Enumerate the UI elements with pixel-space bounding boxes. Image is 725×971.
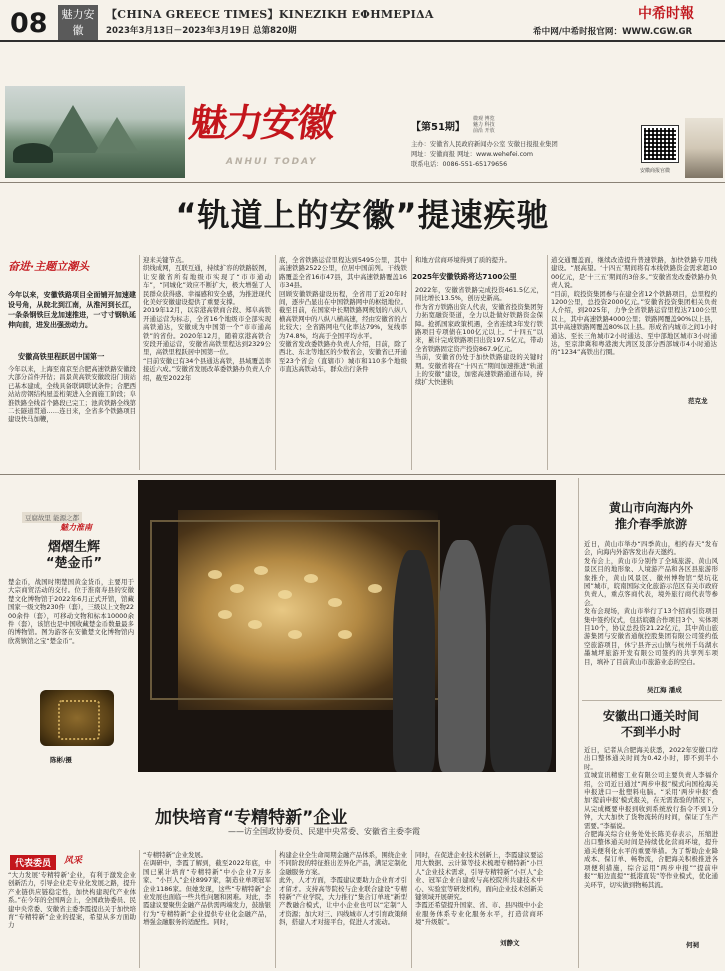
date-line: 2023年3月13日－2023年3月19日 总第820期 [106, 26, 297, 36]
page-number: 08 [10, 8, 48, 39]
col-rule [139, 850, 140, 968]
main-kicker: 奋进·主题立潮头 [8, 260, 90, 273]
side-byline: 陈彬/摄 [50, 756, 72, 764]
main-subhead-2: 2025年安徽铁路将达7100公里 [412, 272, 517, 281]
phone-line: 联系电话：0086-551-65179656 [411, 161, 508, 168]
main-col-1: 今年以来，上海至南京至合肥高速铁路安徽段大部分首件开钻；昌景黄高铁安徽段沿门街站已基本建成，全线具备联调联试条件；合肥西站站房钢结构屋盖桁架进入全面施工阶段；阜淮铁路全线首个路段已完工；池黄铁路全线第二长隧道贯通……连日来，全省多个铁路项目建设快马加鞭， [8, 365, 136, 424]
huangshan-landscape-photo [5, 86, 185, 178]
host-line: 主办：安徽省人民政府新闻办公室 安徽日报报业集团 [411, 141, 558, 148]
main-col-4: 和地方营商环境得到了质的提升。 [415, 256, 511, 264]
main-col-2: 迎来关键节点。 织线成网，互联互通，持续扩容的铁路版图，让安徽省所有地级市实现了“市市通动车”，“同城化”效应不断扩大，极大增强了人民群众获得感、幸福感和安全感，为推进现代化美好安徽建设提供了重要支撑。 2019年12月，以京港高铁商合段、郑阜高铁开通运营为标志，全省16个地级市全部实现高铁通达，安徽成为中国第一个“市市通高铁”的省份。2020年12月，随着京港高铁合安段开通运营，安徽省高铁里程达到2329公里，高铁里程跃居中国第一位。 “目前安徽已有34个县通达高铁，县域覆盖率接近六成。”安徽省发展改革委铁路办负责人介绍，截至2022年 [143, 256, 271, 382]
enterprise-subhead: ——访全国政协委员、民建中央常委、安徽省主委李霞 [228, 827, 420, 836]
header-rule [0, 40, 725, 42]
col-rule [275, 850, 276, 968]
main-headline: “轨道上的安徽”提速疾驰 [175, 196, 550, 234]
issue-tags: 微观 博览 魅力 科技 前沿 开放 [473, 116, 495, 134]
story-rule [582, 700, 722, 701]
tourism-headline: 黄山市向海内外 推介春季旅游 [608, 501, 693, 531]
rep-tag-2: 风采 [64, 856, 83, 866]
column-brand: 魅力安徽 [186, 100, 337, 145]
enterprise-byline: 刘静文 [500, 939, 520, 947]
col-rule [275, 255, 276, 470]
main-lead: 今年以来，安徽铁路项目全面铺开加速建设号角，从皖北到江南，从淮河到长江，一条条钢铁巨龙加速推进，一寸寸钢轨延伸向前，进发出强劲动力。 [8, 291, 136, 329]
col-rule [139, 255, 140, 470]
qr-code[interactable] [641, 125, 679, 163]
main-col-4b: 2022年，安徽省铁路完成投资461.5亿元，同比增长13.5%，创历史新高。 作为省方铁路出资人代表，安徽省投资集团努力拓宽融资渠道，全力以赴做好铁路资金保障。抢抓国家政策机遇，全省连续3年发行铁路项目专项债在100亿元以上。“十四五”以来，累计完成铁路项目出资197.5亿元，带动全省铁路固定资产投资867.9亿元。 当前，安徽省仍处于加快铁路建设的关键时期。安徽省将在“十四五”期间加速推进“轨道上的安徽”建设，加密高速铁路通道布局，持续扩大快速轨 [415, 286, 543, 387]
enterprise-lead: “大力发展‘专精特新’企业，有利于激发企业创新活力，引导企业走专业化发展之路，提升产业链供应链稳定性，加快构建现代产业体系。”在今年的全国两会上，全国政协委员、民建中央常委、安徽省主委李霞提出关于加快培育“专精特新”企业的提案，希望从多方面助力 [8, 871, 136, 930]
main-subhead-1: 安徽高铁里程跃居中国第一 [18, 352, 105, 361]
hui-house-photo [685, 118, 723, 178]
enterprise-col-2: “专精特新”企业发展。 在调研中，李霞了解到，截至2022年底，中国已累计培育“专精特新”中小企业7万多家、“小巨人”企业8997家，制造业单项冠军企业1186家。但她发现，这些“专精特新”企业发展也面临一些共性问题和困难。对此，李霞建议要聚焦金融产品供需两端发力，鼓励银行为“专精特新”企业提供专业化金融产品，增强金融服务的适配性。同时， [143, 851, 271, 927]
site-line: 希中网/中希时报官网：WWW.CGW.GR [533, 27, 693, 37]
side-body: 楚金币，战国时期楚国黄金货币，主要用于大宗商贸活动的交付。位于淮南寿县的安徽楚文化博物馆于2022年6月正式开馆，馆藏国家一级文物230件（套），三级以上文物2200余件（套），可移动文物和标本10000余件（套），该馆也是中国收藏楚金币数量最多的博物馆。图为游客在安徽楚文化博物馆内欣赏镇馆之宝“楚金币”。 [8, 578, 134, 645]
export-body: 近日，记者从合肥海关获悉，2022年安徽口岸出口整体通关时间为0.42小时，即不到半小时。 宣城宣讯精密工业有限公司主要负责人李福介绍，公司近日通过“两步申报”模式向国检海关申报进口一批塑料电脑。“采用‘两步申报’叠加‘提前申报’模式报关，在无需查验的情况下，从完成概要申报到收到系统放行指令不到1分钟，大大加快了货物流转的时间，保证了生产需要。”李福说。 合肥海关综合业务处处长陈美春表示，压缩进出口整体通关时间是持续优化营商环境，提升通关便利化水平的重要举措。为了帮助企业降成本、保订单、畅物流，合肥海关积极推进各项便利措施，综合运用“两步申报”“提前申报”“船边直提”“抵港直装”等作业模式，优化通关环节，切实做到物畅其流。 [584, 746, 718, 889]
section-name: 魅力安徽 [58, 5, 98, 40]
bronze-coin-photo [40, 690, 114, 746]
col-rule [411, 850, 412, 968]
main-col-3: 底，全省铁路运营里程达到5495公里，其中高速铁路2522公里，位居中国前列。干线铁路覆盖全省16市47县，其中高速铁路覆盖16市34县。 回顾安徽铁路建设历程，全省用了近20年时间，逐步凸显出在中国铁路网中的枢纽地位。截至目前，在国家中长期铁路网规划的八纵八横高铁网中的八纵八横高速，经由安徽省的占比较大；全省路网电气化率达79%，复线率为74.8%，均高于全国平均水平。 安徽省发改委铁路办负责人介绍，目前，除了西北、东北等地区的少数省会，安徽省已开通至23个省会（直辖市）城市和110多个地级市直达高铁动车，群众出行条件 [279, 256, 407, 374]
side-headline: 熠熠生辉 “楚金币” [45, 540, 103, 571]
enterprise-col-3: 构建企业全生命周期金融产品体系，围绕企业不同阶段的特征推出差异化产品，满足定制化金融服务方案。 此外，人才方面，李霞建议要助力企业育才引才留才。支持高等院校与企业联合建设“专精特新”产业学院，大力推行“集合订单班”新型产教融合模式，让中小企业也可以“定制”人才资源；加大对三、四线城市人才引育政策倾斜，搭建人才对接平台，促进人才流动。 [279, 851, 407, 927]
tourism-body: 近日，黄山市举办“四季黄山，相约春天”发布会，向海内外游客发出春天邀约。 发布会上，黄山市分别作了全域旅游、黄山风景区目的地形象、人境游产品和各区县旅游形象推介，黄山风景区、徽州博物馆“梨坑花园”城市，皖南国际文化旅游示范区有关市政府负责人，重点客商代表，境外旅行商代表等参会。 发布会现场，黄山市举行了13个招商引资项目集中签约仪式，包括皖赣合作项目3个、实体项目10个，协议总投资21.22亿元，其中黄山旅游集团与安徽省通航控股集团有限公司签约低空旅游项目，休宁县齐云山镇与杭州千岛湖水墨城坪旅游开发有限公司签约的共享列车项目，填补了目前黄山市旅游业态的空白。 [584, 540, 718, 666]
enterprise-headline: 加快培育“专精特新”企业 [155, 808, 348, 828]
col-rule [578, 478, 579, 968]
enterprise-col-4: 同时，在促进企业技术创新上，李霞建议要运用大数据、云计算等技术梳理专精特新“小巨人”企业技术需求，引导专精特新“小巨人”企业、冠军企业自建或与高校院所共建技术中心、实验室等研发机构，面向企业技术创新关键领域开展研究。 李霞还希望提升国家、省、市、县四级中小企业服务体系专业化服务水平，打造营商环境“升级版”。 [415, 851, 543, 927]
side-tag: 豆腐故里 能源之都 [22, 512, 82, 523]
col-rule [547, 255, 548, 470]
main-byline: 范克龙 [688, 397, 708, 405]
host-info [411, 140, 558, 170]
newspaper-logo: 中希时報 [638, 6, 694, 22]
export-headline: 安徽出口通关时间 不到半小时 [602, 709, 699, 739]
paper-name: 【CHINA GREECE TIMES】KINEZIKH EΦHMEPIΔA [106, 8, 434, 21]
museum-photo [138, 480, 556, 772]
section-rule [0, 474, 725, 475]
banner-rule [0, 182, 725, 183]
rep-tag: 代表委员 [10, 855, 56, 870]
site-line-2: 网址：安徽商报 网址：www.wehefei.com [411, 151, 534, 158]
side-tag-2: 魅力淮南 [60, 523, 92, 532]
export-byline: 何祠 [686, 941, 699, 949]
issue-number: 【第51期】 [411, 122, 465, 133]
qr-label: 安徽商报官微 [640, 168, 671, 174]
tourism-byline: 吴江海 潘成 [647, 686, 682, 694]
col-rule [411, 255, 412, 470]
column-brand-sub: ANHUI TODAY [226, 157, 318, 167]
main-col-5: 道交通覆盖面，继续改造提升普速铁路，加快铁路专用线建设。“展高望。‘十四五’期间将有本线铁路资金需求超1000亿元，是‘十三五’期间的3倍多。”安徽省发改委铁路办负责人说。 “目前，皖投资集团参与在建全省12个铁路项目，总里程约1200公里，总投资2000亿元。”安徽省投资集团相关负责人介绍，到2025年，力争全省铁路运营里程达7100公里以上，其中高速铁路4000公里；铁路网覆盖90%以上县，其中高速铁路网覆盖80%以上县。形成省内城市之间1小时通达、至长三角城市2小时通达、至中部地区城市3小时通达，至京津冀和粤港澳大湾区及部分西部城市4小时通达的“1234”高铁出行圈。 [551, 256, 717, 357]
